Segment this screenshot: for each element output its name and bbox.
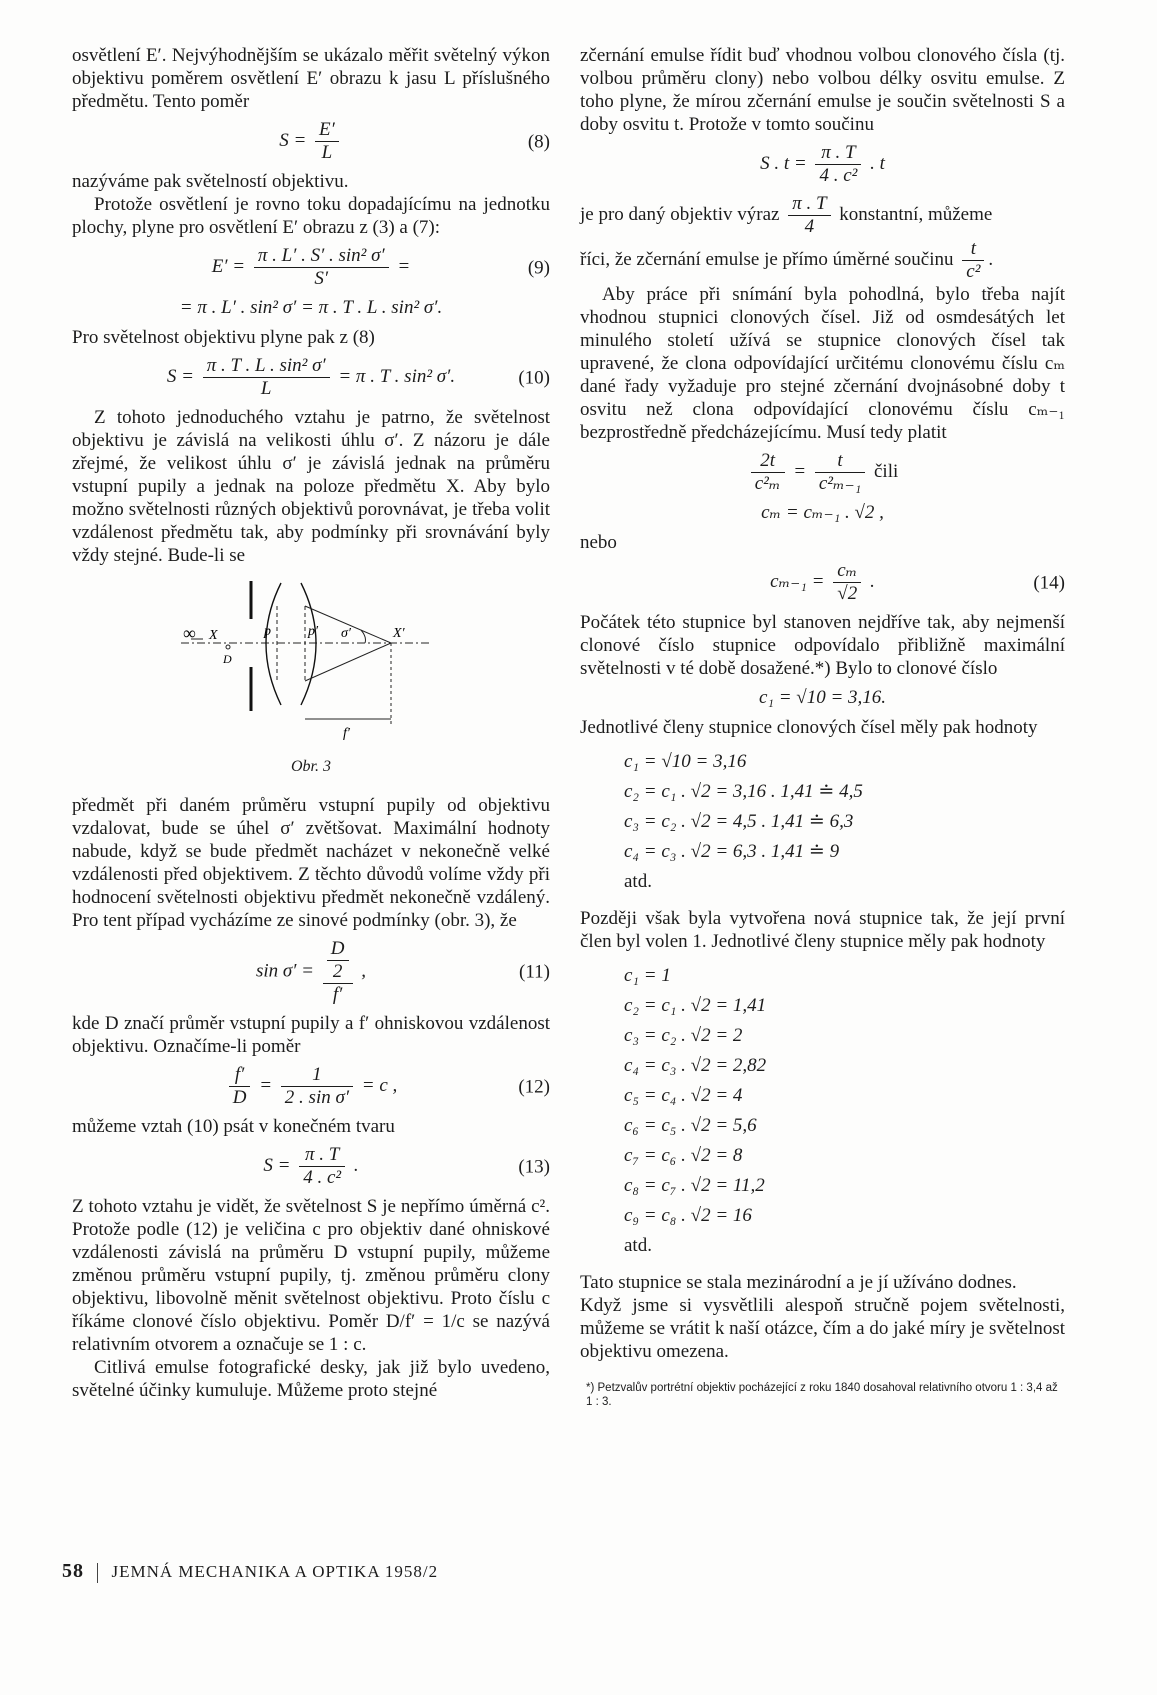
fraction [751, 450, 785, 495]
denominator: 4 [804, 216, 815, 237]
figure-caption: Obr. 3 [290, 758, 331, 775]
label-sigma: σ′ [341, 626, 351, 641]
equation-13 [72, 1144, 550, 1189]
denominator: L [321, 142, 333, 163]
list-item: atd. [624, 871, 652, 892]
equation-number: (14) [1033, 572, 1065, 593]
list-item: c₉ = c₈ . √2 = 16 [624, 1205, 752, 1226]
denominator: S′ [314, 268, 329, 289]
fraction [315, 119, 339, 164]
numerator: π . L′ . S′ . sin² σ′ [254, 245, 389, 268]
lens-front-surface [266, 583, 281, 705]
inline-fraction [788, 193, 830, 238]
label-p-prime: p′ [308, 624, 319, 639]
numerator: t [962, 238, 984, 261]
denominator: √2 [837, 583, 858, 604]
numerator: E′ [315, 119, 339, 142]
equation-lhs: S = [279, 129, 307, 151]
text-span: . [988, 248, 994, 270]
denominator: D [232, 1087, 247, 1108]
list-item: c₆ = c₅ . √2 = 5,6 [624, 1115, 757, 1136]
numerator: t [815, 450, 865, 473]
label-x: X [209, 628, 218, 643]
numerator: π . T . L . sin² σ′ [203, 355, 330, 378]
equation-number: (13) [518, 1156, 550, 1177]
list-item: c₃ = c₂ . √2 = 4,5 . 1,41 ≐ 6,3 [624, 811, 854, 832]
list-item: c₄ = c₃ . √2 = 6,3 . 1,41 ≐ 9 [624, 841, 840, 862]
paragraph [580, 193, 1065, 238]
equation-rhs: . t [870, 152, 885, 174]
equation-rhs: = π . T . sin² σ′. [338, 365, 456, 387]
equation-12 [72, 1064, 550, 1109]
equation-lhs: cₘ₋₁ = [770, 570, 825, 592]
label-f-prime: f′ [343, 726, 350, 741]
equation-11 [72, 938, 550, 1006]
equation-rhs: . [870, 570, 875, 592]
inner-denominator: 2 [332, 961, 343, 982]
equation-14b: cₘ = cₘ₋₁ . √2 , [761, 502, 884, 523]
numerator: π . T [788, 193, 830, 216]
list-item: c₅ = c₄ . √2 = 4 [624, 1085, 743, 1106]
equation-14 [580, 560, 1065, 605]
right-column [580, 44, 1065, 1409]
numerator: cₘ [833, 560, 861, 583]
text-span: je pro daný objektiv výraz [580, 203, 780, 225]
journal-name: JEMNÁ MECHANIKA A OPTIKA 1958/2 [111, 1562, 439, 1581]
label-p: p [264, 624, 271, 639]
paragraph: zčernání emulse řídit buď vhodnou volbou clonového čísla (tj. volbou průměru clony) nebo volbou délky osvitu emulse. Z toho plyne, že mírou zčernání emulse je součin světelnosti S a doby osvitu t. Protože v tomto součinu [580, 45, 1065, 135]
label-infinity: ∞ [183, 623, 196, 643]
equation-rhs: = [397, 255, 411, 277]
equation-rhs: čili [874, 460, 899, 482]
paragraph: Jednotlivé členy stupnice clonových čísel měly pak hodnoty [580, 717, 1038, 738]
numerator: 2t [751, 450, 785, 473]
denominator: 2 . sin σ′ [284, 1087, 349, 1108]
paragraph: nazýváme pak světelností objektivu. [72, 171, 349, 192]
inner-fraction [327, 938, 349, 983]
paragraph: Aby práce při snímání byla pohodlná, bylo třeba najít vhodnou stupnici clonových čísel. Již od osmdesátých let minulého století užívá se stupnice clonových čísel tak upravené, že clona odpovídající určitému clonovému číslu cₘ dané řady vyžaduje pro stejné zčernání dvojnásobné doby t osvitu než clona odpovídající clonovému číslu cₘ₋₁ bezprostředně předcházejícímu. Musí tedy platit [580, 284, 1065, 443]
label-d: D [223, 652, 232, 666]
equation-rhs: = c , [361, 1074, 398, 1096]
fraction [323, 938, 353, 1006]
aperture-series-old [624, 747, 1065, 897]
list-item: c₈ = c₇ . √2 = 11,2 [624, 1175, 765, 1196]
list-item: c₂ = c₁ . √2 = 1,41 [624, 995, 767, 1016]
numerator: π . T [299, 1144, 345, 1167]
equation-number: (12) [518, 1076, 550, 1097]
page-footer [62, 1560, 438, 1583]
paragraph: Počátek této stupnice byl stanoven nejdříve tak, aby nejmenší clonové číslo stupnice odpovídalo přibližně maximální světelnosti v té době dosažené.*) Bylo to clonové číslo [580, 612, 1065, 679]
lens-rear-surface [301, 583, 316, 705]
figure-lens-diagram [72, 581, 550, 778]
paragraph: Později však byla vytvořena nová stupnice tak, že její první člen byl volen 1. Jednotlivé členy stupnice měly pak hodnoty [580, 908, 1065, 952]
paragraph: Z tohoto jednoduchého vztahu je patrno, že světelnost objektivu je závislá na velikosti úhlu σ′. Z názoru je dále zřejmé, že velikost úhlu σ′ je závislá jednak na průměru vstupní pupily a jednak na poloze předmětu X. Aby bylo možno světelnosti různých objektivů porovnávat, je třeba volit vzdálenost předmětu tak, aby podmínky při srovnávání byly vždy stejné. Bude-li se [72, 407, 550, 566]
object-point [226, 645, 230, 649]
list-item: c₃ = c₂ . √2 = 2 [624, 1025, 743, 1046]
equation-lhs: S = [166, 365, 194, 387]
fraction [815, 142, 861, 187]
fraction [229, 1064, 251, 1109]
list-item: c₄ = c₃ . √2 = 2,82 [624, 1055, 767, 1076]
denominator: L [260, 378, 272, 399]
numerator: π . T [815, 142, 861, 165]
text-span: konstantní, můžeme [839, 203, 993, 225]
equation-9 [72, 245, 550, 290]
inline-fraction [962, 238, 984, 283]
equation-rhs: . [353, 1154, 359, 1176]
footer-divider [97, 1563, 98, 1583]
equation-c1: c₁ = √10 = 3,16. [758, 687, 887, 708]
equation-14a [580, 450, 1065, 495]
equation-number: (11) [519, 961, 550, 983]
list-item: atd. [624, 1235, 652, 1256]
paragraph: nebo [580, 532, 617, 553]
equation-rhs: , [361, 960, 366, 982]
equation-8 [72, 119, 550, 164]
fraction [281, 1064, 353, 1109]
page-number: 58 [62, 1560, 84, 1582]
label-x-prime: X′ [393, 626, 405, 641]
numerator: f′ [229, 1064, 251, 1087]
equation-number: (10) [518, 367, 550, 388]
numerator [323, 938, 353, 984]
paragraph: Když jsme si vysvětlili alespoň stručně pojem světelnosti, můžeme se vrátit k naší otázce, čím a do jaké míry je světelnost objektivu omezena. [580, 1295, 1065, 1362]
equals-sign: = [259, 1074, 273, 1096]
list-item: c₇ = c₆ . √2 = 8 [624, 1145, 743, 1166]
denominator: f′ [332, 984, 343, 1005]
footnote: *) Petzvalův portrétní objektiv pocházející z roku 1840 dosahoval relativního otvoru 1 : 3,4 až 1 : 3. [586, 1382, 1058, 1408]
equation-9-continued: = π . L′ . sin² σ′ = π . T . L . sin² σ′. [179, 297, 443, 318]
list-item: c₁ = √10 = 3,16 [624, 751, 747, 772]
paragraph: Tato stupnice se stala mezinárodní a je jí užíváno dodnes. [580, 1272, 1017, 1293]
denominator: c² [966, 261, 981, 282]
left-column [72, 44, 550, 1402]
denominator: c²ₘ [754, 473, 781, 494]
equation-lhs: S . t = [760, 152, 807, 174]
paragraph: Pro světelnost objektivu plyne pak z (8) [72, 327, 375, 348]
equation-lhs: S = [263, 1154, 291, 1176]
denominator: c²ₘ₋₁ [818, 473, 862, 494]
paragraph: můžeme vztah (10) psát v konečném tvaru [72, 1116, 395, 1137]
list-item: c₁ = 1 [624, 965, 671, 986]
list-item: c₂ = c₁ . √2 = 3,16 . 1,41 ≐ 4,5 [624, 781, 863, 802]
equation-lhs: E′ = [211, 255, 246, 277]
equation-number: (8) [527, 131, 550, 152]
equals-sign: = [793, 460, 807, 482]
fraction [299, 1144, 345, 1189]
paragraph: Protože osvětlení je rovno toku dopadajícímu na jednotku plochy, plyne pro osvětlení E′ obrazu z (3) a (7): [72, 194, 550, 238]
equation-st [580, 142, 1065, 187]
equation-10 [72, 355, 550, 400]
fraction [203, 355, 330, 400]
equation-lhs: sin σ′ = [255, 960, 315, 982]
text-span: říci, že zčernání emulse je přímo úměrné součinu [580, 248, 954, 270]
aperture-series-new [624, 961, 1065, 1261]
paragraph: Citlivá emulse fotografické desky, jak již bylo uvedeno, světelné účinky kumuluje. Můžeme proto stejné [72, 1357, 550, 1401]
equation-number: (9) [527, 257, 550, 278]
paragraph: předmět při daném průměru vstupní pupily od objektivu vzdalovat, bude se úhel σ′ zvětšovat. Maximální hodnoty nabude, když se bude předmět nacházet v nekonečně velké vzdálenosti před objektivem. Z těchto důvodů volíme vždy při hodnocení světelnosti objektivu předmět nekonečně vzdálený. Pro tent případ vycházíme ze sinové podmínky (obr. 3), že [72, 795, 550, 931]
lens-diagram [181, 581, 441, 751]
fraction [815, 450, 865, 495]
fraction [254, 245, 389, 290]
denominator: 4 . c² [819, 165, 858, 186]
paragraph: kde D značí průměr vstupní pupily a f′ ohniskovou vzdálenost objektivu. Označíme-li poměr [72, 1013, 550, 1057]
denominator: 4 . c² [303, 1167, 342, 1188]
fraction [833, 560, 861, 605]
paragraph: Z tohoto vztahu je vidět, že světelnost S je nepřímo úměrná c². Protože podle (12) je veličina c pro objektiv dané ohniskové vzdálenosti závislá na průměru D vstupní pupily, můžeme změnou průměru vstupní pupily, tj. změnou průměru clony objektivu, libovolně měnit světelnost objektivu. Proto číslu c říkáme clonové číslo objektivu. Poměr D/f′ = 1/c se nazývá relativním otvorem a označuje se 1 : c. [72, 1196, 550, 1355]
inner-numerator: D [327, 938, 349, 961]
ray-lower [305, 643, 391, 681]
numerator: 1 [281, 1064, 353, 1087]
paragraph [580, 238, 1065, 283]
paragraph: osvětlení E′. Nejvýhodnějším se ukázalo měřit světelný výkon objektivu poměrem osvětlení E′ obrazu k jasu L příslušného předmětu. Tento poměr [72, 45, 550, 112]
